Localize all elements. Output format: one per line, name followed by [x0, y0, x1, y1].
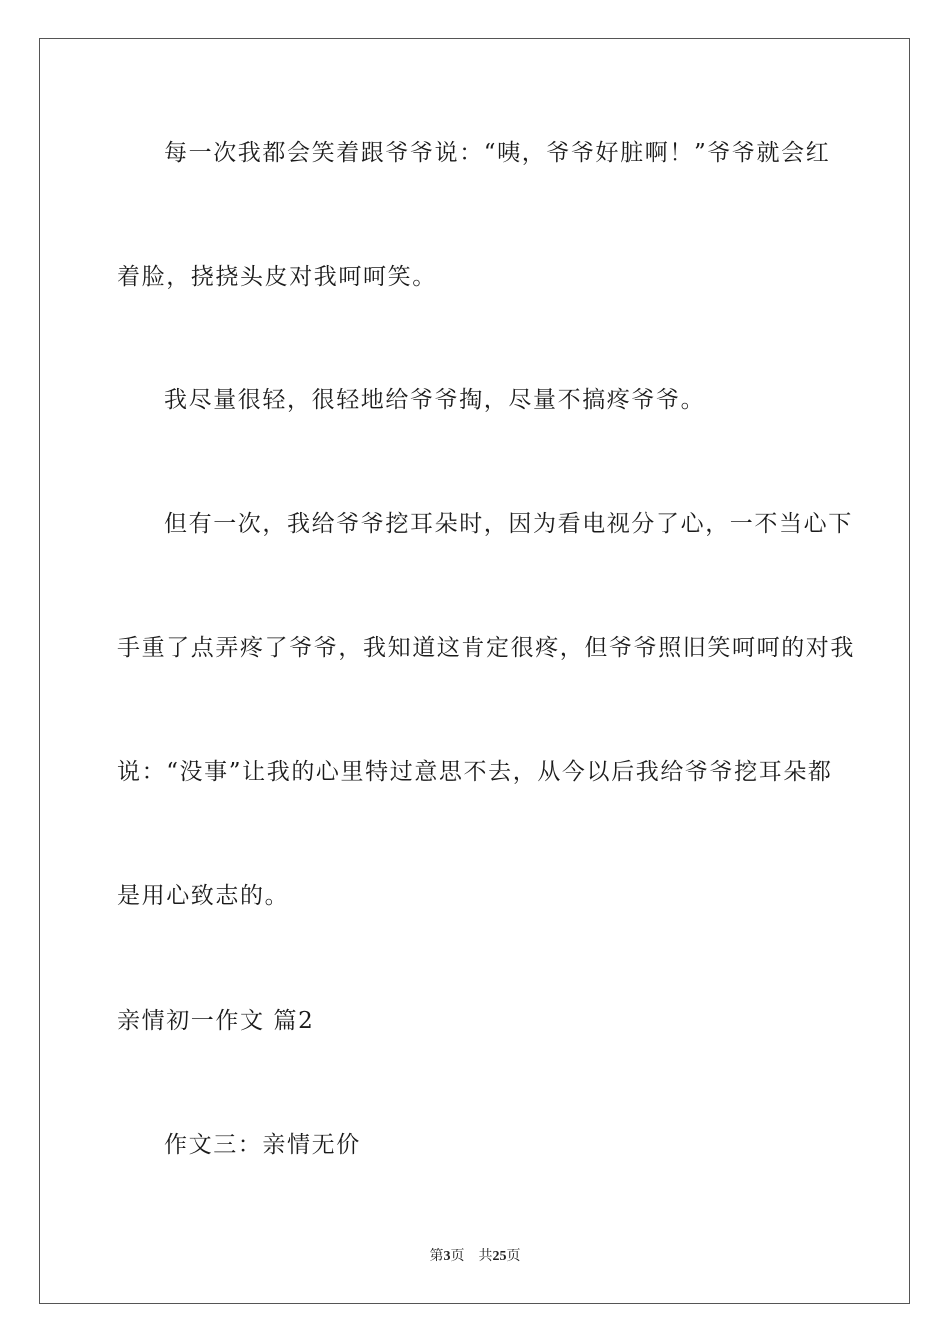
page-footer	[0, 1246, 950, 1267]
footer-total-prefix: 共	[478, 1248, 493, 1264]
paragraph-line-1: 每一次我都会笑着跟爷爷说：“咦，爷爷好脏啊！”爷爷就会红	[164, 140, 831, 166]
page-frame	[39, 38, 910, 1304]
footer-page-number: 3	[443, 1249, 451, 1264]
paragraph-line-3: 我尽量很轻，很轻地给爷爷掏，尽量不搞疼爷爷。	[164, 387, 706, 413]
paragraph-line-7: 是用心致志的。	[117, 883, 290, 909]
essay-title-line: 作文三：亲情无价	[164, 1132, 361, 1158]
paragraph-line-4: 但有一次，我给爷爷挖耳朵时，因为看电视分了心，一不当心下	[164, 511, 853, 537]
paragraph-line-6: 说：“没事”让我的心里特过意思不去，从今以后我给爷爷挖耳朵都	[117, 759, 833, 785]
section-heading: 亲情初一作文 篇2	[117, 1008, 315, 1034]
paragraph-line-2: 着脸，挠挠头皮对我呵呵笑。	[117, 264, 437, 290]
footer-page-suffix: 页	[450, 1248, 465, 1264]
footer-total-suffix: 页	[506, 1248, 521, 1264]
footer-total-pages: 25	[492, 1249, 507, 1264]
footer-page-prefix: 第	[429, 1248, 444, 1264]
paragraph-line-5: 手重了点弄疼了爷爷，我知道这肯定很疼，但爷爷照旧笑呵呵的对我	[117, 635, 855, 661]
